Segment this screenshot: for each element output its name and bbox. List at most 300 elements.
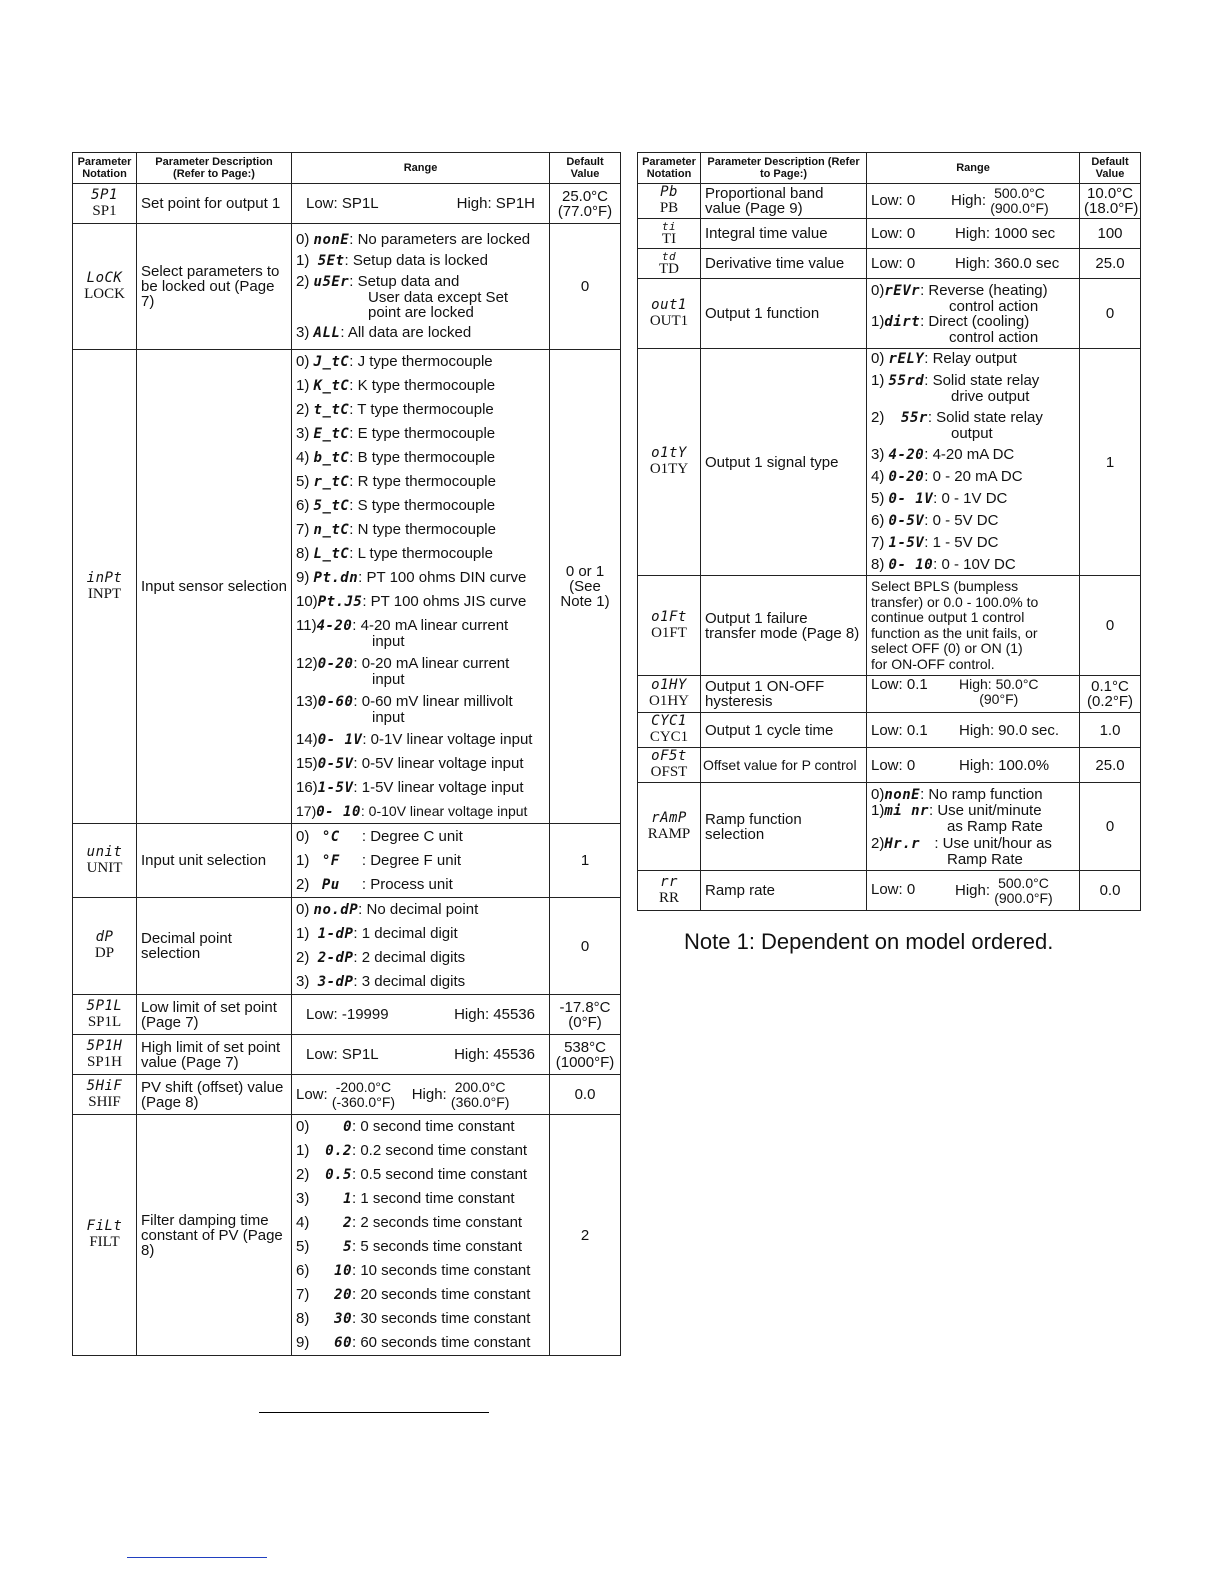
- notation-cell: [638, 279, 701, 349]
- option-symbol: 30: [334, 1311, 352, 1327]
- option-text: : No ramp function: [920, 785, 1043, 803]
- row-rr: [638, 871, 1141, 911]
- row-o1ty: [638, 349, 1141, 576]
- range-line: function as the unit fails, or: [871, 624, 1038, 641]
- param-code: RR: [658, 889, 679, 906]
- option-text: : Solid state relay: [924, 372, 1040, 389]
- option-number: 6): [871, 512, 885, 529]
- range-high: High: 50.0°C: [959, 676, 1039, 692]
- range: [867, 871, 1080, 911]
- range: [867, 219, 1080, 249]
- option-text: : Use unit/hour as: [934, 834, 1052, 852]
- range-low: Low: -19999: [306, 1006, 389, 1023]
- header-range: Range: [292, 153, 550, 184]
- range-high-value-f: (900.0°F): [994, 889, 1053, 906]
- range: [292, 1075, 550, 1115]
- default-value: 0.0: [550, 1075, 621, 1115]
- option-symbol: 4-20: [316, 617, 353, 634]
- option-symbol: J_tC: [313, 353, 350, 370]
- option-number: 2): [296, 273, 310, 290]
- default-value: 0 or 1 (See Note 1): [550, 350, 621, 824]
- option-text-cont: input: [372, 632, 405, 650]
- default-value: 1: [1080, 349, 1141, 576]
- option-symbol: 55r: [901, 410, 928, 426]
- option-number: 11): [296, 616, 317, 634]
- notation-cell: [73, 1115, 137, 1356]
- range: [292, 1115, 550, 1356]
- notation-cell: [73, 898, 137, 995]
- option-symbol: rELY: [888, 351, 925, 367]
- default-value: 100: [1080, 219, 1141, 249]
- notation-cell: [638, 783, 701, 871]
- option-number: 1): [296, 252, 310, 269]
- range-high: High: 100.0%: [959, 756, 1050, 774]
- range-high-label: High:: [411, 1085, 447, 1103]
- param-code: SHIF: [88, 1093, 121, 1110]
- option-number: 4): [296, 448, 310, 466]
- default-value: 0.1°C (0.2°F): [1080, 676, 1141, 713]
- option-text: : 1 - 5V DC: [924, 534, 999, 551]
- option-number: 8): [296, 1310, 310, 1327]
- param-code: RAMP: [647, 825, 691, 842]
- range-high-f: (90°F): [979, 691, 1019, 707]
- option-text: : 0-10V linear voltage input: [360, 802, 528, 819]
- option-symbol: nonE: [884, 786, 921, 803]
- option-number: 3): [296, 424, 310, 442]
- left-parameter-table: [72, 152, 621, 1356]
- range: [292, 898, 550, 995]
- option-symbol: Pt.J5: [317, 593, 363, 610]
- range-low: Low: 0: [871, 255, 916, 272]
- option-number: 0): [871, 281, 885, 299]
- option-text: : Process unit: [361, 875, 453, 893]
- header-description: Parameter Description (Refer to Page:): [137, 153, 292, 184]
- default-value: 538°C (1000°F): [550, 1035, 621, 1075]
- option-symbol: 5Et: [317, 253, 345, 269]
- param-code: DP: [94, 945, 115, 961]
- option-number: 3): [296, 973, 310, 990]
- option-text: : Relay output: [924, 350, 1017, 367]
- description: Filter damping time constant of PV (Page 8): [137, 1115, 292, 1356]
- display-symbol: Pb: [660, 184, 678, 200]
- notation-cell: [73, 184, 137, 224]
- option-symbol: 0-20: [888, 469, 925, 485]
- option-number: 3): [871, 446, 885, 463]
- default-value: 0: [550, 224, 621, 350]
- notation-cell: [73, 350, 137, 824]
- option-number: 7): [871, 534, 885, 551]
- option-text: : Degree F unit: [361, 851, 462, 869]
- option-text: : 2 seconds time constant: [352, 1214, 523, 1231]
- param-code: SP1L: [87, 1013, 122, 1030]
- row-sp1: [73, 184, 621, 224]
- row-cyc1: [638, 713, 1141, 748]
- option-text: : Setup data and: [349, 273, 460, 290]
- default-value: 25.0: [1080, 249, 1141, 279]
- option-text: : 4-20 mA linear current: [352, 616, 509, 634]
- description: Input unit selection: [137, 824, 292, 898]
- range-high: High: 90.0 sec.: [959, 721, 1060, 739]
- display-symbol: 5P1L: [86, 997, 123, 1014]
- display-symbol: out1: [651, 296, 687, 313]
- option-text: : Reverse (heating): [920, 281, 1048, 299]
- range-low-value-f: (-360.0°F): [331, 1093, 396, 1110]
- option-symbol: 0-5V: [888, 513, 925, 529]
- option-symbol: b_tC: [313, 449, 350, 466]
- option-symbol: 1: [343, 1191, 352, 1207]
- param-code: SP1: [92, 202, 117, 219]
- range: [867, 249, 1080, 279]
- option-text: : L type thermocouple: [349, 544, 493, 562]
- range: [867, 748, 1080, 783]
- option-text: : 3 decimal digits: [353, 973, 466, 990]
- option-number: 0): [296, 352, 310, 370]
- notation-cell: [638, 184, 701, 219]
- range: [292, 184, 550, 224]
- range-low-label: Low:: [296, 1085, 328, 1103]
- option-text: : 0-1V linear voltage input: [362, 730, 533, 748]
- range: [867, 676, 1080, 713]
- range-line: for ON-OFF control.: [871, 655, 995, 672]
- option-number: 2): [296, 875, 310, 893]
- option-symbol: K_tC: [313, 377, 350, 394]
- option-number: 8): [296, 544, 310, 562]
- row-td: [638, 249, 1141, 279]
- param-code: OFST: [650, 764, 688, 780]
- display-symbol: o1Ft: [651, 608, 687, 625]
- notation-cell: [638, 871, 701, 911]
- range: [867, 783, 1080, 871]
- option-number: 1): [296, 376, 310, 394]
- left-header-row: [73, 153, 621, 184]
- option-number: 6): [296, 1262, 310, 1279]
- range-high: High: 45536: [454, 1006, 535, 1023]
- bottom-link-underline: [127, 1557, 267, 1558]
- range-low: Low: 0: [871, 225, 916, 242]
- option-number: 7): [296, 1286, 310, 1303]
- option-symbol: °F: [321, 852, 340, 869]
- option-number: 2): [296, 400, 310, 418]
- header-default: Default Value: [1080, 153, 1141, 184]
- row-filt: [73, 1115, 621, 1356]
- option-symbol: 0- 10: [888, 557, 934, 573]
- default-value: 1: [550, 824, 621, 898]
- range: [867, 713, 1080, 748]
- option-symbol: 1-5V: [317, 779, 354, 796]
- option-number: 14): [296, 730, 318, 748]
- range: [292, 224, 550, 350]
- param-code: O1HY: [649, 693, 689, 709]
- option-number: 3): [296, 1190, 310, 1207]
- row-ofst: [638, 748, 1141, 783]
- option-number: 2): [871, 409, 885, 426]
- option-number: 0): [296, 1118, 310, 1135]
- option-symbol: 55rd: [888, 373, 925, 389]
- range-high-label: High:: [951, 191, 987, 209]
- option-symbol: 0.2: [325, 1143, 352, 1159]
- option-number: 5): [296, 1238, 310, 1255]
- row-o1hy: [638, 676, 1141, 713]
- option-symbol: nonE: [313, 232, 350, 248]
- row-pb: [638, 184, 1141, 219]
- option-number: 1): [296, 851, 310, 869]
- range-line: select OFF (0) or ON (1): [871, 640, 1023, 656]
- option-number: 6): [296, 496, 310, 514]
- option-text-cont: input: [372, 708, 405, 726]
- description: Output 1 function: [701, 279, 867, 349]
- display-symbol: inPt: [86, 569, 123, 586]
- option-symbol: 0: [343, 1119, 352, 1135]
- option-symbol: ALL: [313, 325, 341, 341]
- param-code: TD: [659, 261, 679, 277]
- option-number: 1): [871, 801, 885, 819]
- range-high-value-f: (900.0°F): [990, 200, 1049, 216]
- option-number: 9): [296, 1334, 310, 1351]
- option-symbol: 0- 1V: [888, 491, 934, 507]
- option-number: 17): [296, 802, 317, 819]
- display-symbol: 5P1H: [86, 1037, 123, 1054]
- display-symbol: LoCK: [86, 269, 123, 286]
- row-inpt: [73, 350, 621, 824]
- option-text: : B type thermocouple: [349, 448, 496, 466]
- notation-cell: [73, 224, 137, 350]
- option-number: 9): [296, 568, 310, 586]
- option-symbol: Pt.dn: [313, 569, 359, 586]
- notation-cell: [73, 1035, 137, 1075]
- option-text-cont: output: [951, 425, 993, 442]
- range-low: Low: 0: [871, 191, 916, 209]
- option-number: 2): [871, 834, 885, 852]
- option-text: : No decimal point: [358, 901, 479, 918]
- notation-cell: [638, 249, 701, 279]
- option-text-cont: Ramp Rate: [947, 850, 1023, 868]
- description: Select parameters to be locked out (Page 7): [137, 224, 292, 350]
- notation-cell: [638, 748, 701, 783]
- default-value: 0: [1080, 576, 1141, 676]
- option-text: : PT 100 ohms DIN curve: [358, 568, 527, 586]
- option-symbol: rEVr: [884, 282, 921, 299]
- range: [292, 1035, 550, 1075]
- option-text: : All data are locked: [340, 324, 472, 341]
- option-text: : Solid state relay: [927, 409, 1043, 426]
- option-text: : No parameters are locked: [349, 231, 531, 248]
- param-code: PB: [659, 200, 679, 216]
- header-notation: Parameter Notation: [73, 153, 137, 184]
- option-text: : 0-60 mV linear millivolt: [353, 692, 513, 710]
- param-code: UNIT: [86, 859, 123, 876]
- option-number: 1): [296, 925, 310, 942]
- param-code: LOCK: [84, 285, 125, 302]
- param-code: TI: [661, 231, 677, 247]
- option-text: : K type thermocouple: [349, 376, 496, 394]
- option-text: : 1 decimal digit: [353, 925, 458, 942]
- description: PV shift (offset) value (Page 8): [137, 1075, 292, 1115]
- option-symbol: L_tC: [313, 545, 350, 562]
- range: [867, 279, 1080, 349]
- option-number: 0): [296, 901, 310, 918]
- description: Ramp function selection: [701, 783, 867, 871]
- option-text: : S type thermocouple: [349, 496, 496, 514]
- option-symbol: n_tC: [313, 521, 350, 538]
- header-notation: Parameter Notation: [638, 153, 701, 184]
- notation-cell: [638, 576, 701, 676]
- option-text: : 0.2 second time constant: [352, 1142, 528, 1159]
- notation-cell: [73, 1075, 137, 1115]
- option-text: : R type thermocouple: [349, 472, 496, 490]
- option-symbol: Pu: [321, 876, 340, 893]
- option-symbol: 5_tC: [313, 497, 350, 514]
- description: Ramp rate: [701, 871, 867, 911]
- option-text-cont: as Ramp Rate: [947, 817, 1043, 835]
- display-symbol: ti: [661, 220, 677, 233]
- range: [867, 184, 1080, 219]
- range-high: High: 1000 sec: [955, 225, 1056, 242]
- option-text: : 0 - 10V DC: [933, 556, 1016, 573]
- footnote-divider: [259, 1412, 489, 1413]
- option-text-cont: User data except Set: [368, 289, 509, 306]
- option-number: 4): [296, 1214, 310, 1231]
- option-symbol: 60: [334, 1335, 352, 1351]
- option-symbol: 0-60: [317, 693, 354, 710]
- option-symbol: dirt: [884, 313, 921, 330]
- range-low-value: -200.0°C: [335, 1078, 392, 1095]
- option-text: : Use unit/minute: [929, 801, 1042, 819]
- default-value: 25.0°C (77.0°F): [550, 184, 621, 224]
- description: Output 1 failure transfer mode (Page 8): [701, 576, 867, 676]
- option-text: : 2 decimal digits: [353, 949, 466, 966]
- option-number: 0): [871, 785, 885, 803]
- range-line: Select BPLS (bumpless: [871, 578, 1019, 594]
- option-symbol: 4-20: [888, 447, 925, 463]
- range-low: Low: 0: [871, 756, 916, 774]
- description: Decimal point selection: [137, 898, 292, 995]
- option-symbol: Hr.r: [884, 835, 921, 852]
- option-symbol: t_tC: [313, 401, 350, 418]
- option-number: 15): [296, 754, 318, 772]
- note-1: Note 1: Dependent on model ordered.: [684, 929, 1054, 954]
- param-code: INPT: [87, 585, 122, 602]
- range-line: transfer) or 0.0 - 100.0% to: [871, 593, 1039, 610]
- option-text: : T type thermocouple: [349, 400, 494, 418]
- range-low: Low: SP1L: [306, 1046, 379, 1063]
- option-symbol: E_tC: [313, 425, 350, 442]
- display-symbol: CYC1: [651, 713, 687, 729]
- option-text: : 10 seconds time constant: [352, 1262, 531, 1279]
- description: Derivative time value: [701, 249, 867, 279]
- description: Output 1 ON-OFF hysteresis: [701, 676, 867, 713]
- default-value: 10.0°C (18.0°F): [1080, 184, 1141, 219]
- option-symbol: r_tC: [313, 473, 350, 490]
- param-code: O1FT: [651, 624, 687, 641]
- option-number: 7): [296, 520, 310, 538]
- option-number: 3): [296, 324, 310, 341]
- option-text: : E type thermocouple: [349, 424, 496, 442]
- range-high: High: 45536: [454, 1046, 535, 1063]
- row-sp1h: [73, 1035, 621, 1075]
- option-symbol: 2: [343, 1215, 352, 1231]
- notation-cell: [638, 676, 701, 713]
- header-default: Default Value: [550, 153, 621, 184]
- default-value: -17.8°C (0°F): [550, 995, 621, 1035]
- option-number: 0): [871, 350, 885, 367]
- notation-cell: [638, 713, 701, 748]
- option-text: : 60 seconds time constant: [352, 1334, 531, 1351]
- option-text: : Setup data is locked: [344, 252, 488, 269]
- notation-cell: [638, 219, 701, 249]
- option-number: 0): [296, 827, 310, 845]
- option-text: : 30 seconds time constant: [352, 1310, 531, 1327]
- option-number: 5): [296, 472, 310, 490]
- display-symbol: unit: [86, 843, 123, 860]
- range-low: Low: 0: [871, 881, 916, 899]
- header-description: Parameter Description (Refer to Page:): [701, 153, 867, 184]
- option-symbol: 0- 10: [316, 803, 361, 820]
- display-symbol: o1tY: [651, 445, 687, 461]
- param-code: CYC1: [649, 729, 689, 745]
- option-text: : Degree C unit: [361, 827, 463, 845]
- option-number: 5): [871, 490, 885, 507]
- description: Input sensor selection: [137, 350, 292, 824]
- notation-cell: [638, 349, 701, 576]
- description: Integral time value: [701, 219, 867, 249]
- default-value: 1.0: [1080, 713, 1141, 748]
- display-symbol: rr: [660, 873, 678, 890]
- option-symbol: 20: [334, 1287, 352, 1303]
- row-shif: [73, 1075, 621, 1115]
- row-sp1l: [73, 995, 621, 1035]
- display-symbol: o1HY: [651, 677, 687, 693]
- option-symbol: 10: [334, 1263, 352, 1279]
- default-value: 0.0: [1080, 871, 1141, 911]
- option-number: 10): [296, 592, 318, 610]
- description: Output 1 cycle time: [701, 713, 867, 748]
- option-symbol: u5Er: [313, 274, 350, 290]
- display-symbol: FiLt: [86, 1218, 123, 1234]
- option-text: : 20 seconds time constant: [352, 1286, 531, 1303]
- option-symbol: 5: [343, 1239, 352, 1255]
- display-symbol: dP: [95, 929, 114, 945]
- description: High limit of set point value (Page 7): [137, 1035, 292, 1075]
- description: Output 1 signal type: [701, 349, 867, 576]
- description: Low limit of set point (Page 7): [137, 995, 292, 1035]
- range: [292, 995, 550, 1035]
- range-line: continue output 1 control: [871, 609, 1025, 625]
- range-low: Low: SP1L: [306, 195, 379, 212]
- option-text-cont: control action: [949, 297, 1039, 315]
- option-number: 0): [296, 231, 310, 248]
- row-dp: [73, 898, 621, 995]
- display-symbol: td: [661, 250, 677, 263]
- description: Offset value for P control: [701, 748, 867, 783]
- notation-cell: [73, 995, 137, 1035]
- range-high-label: High:: [955, 881, 991, 899]
- option-number: 8): [871, 556, 885, 573]
- option-text: : PT 100 ohms JIS curve: [362, 592, 527, 610]
- display-symbol: rAmP: [651, 809, 687, 826]
- option-text: : Direct (cooling): [920, 312, 1030, 330]
- option-symbol: mi nr: [884, 802, 929, 819]
- option-number: 16): [296, 778, 318, 796]
- option-symbol: 3-dP: [317, 974, 354, 990]
- option-number: 1): [871, 372, 885, 389]
- option-number: 13): [296, 692, 318, 710]
- range-high-value: 500.0°C: [994, 185, 1045, 201]
- option-number: 4): [871, 468, 885, 485]
- option-symbol: 0.5: [325, 1167, 352, 1183]
- option-text: : 0-5V linear voltage input: [353, 754, 524, 772]
- right-parameter-table: [637, 152, 1141, 911]
- option-symbol: 1-dP: [317, 926, 354, 942]
